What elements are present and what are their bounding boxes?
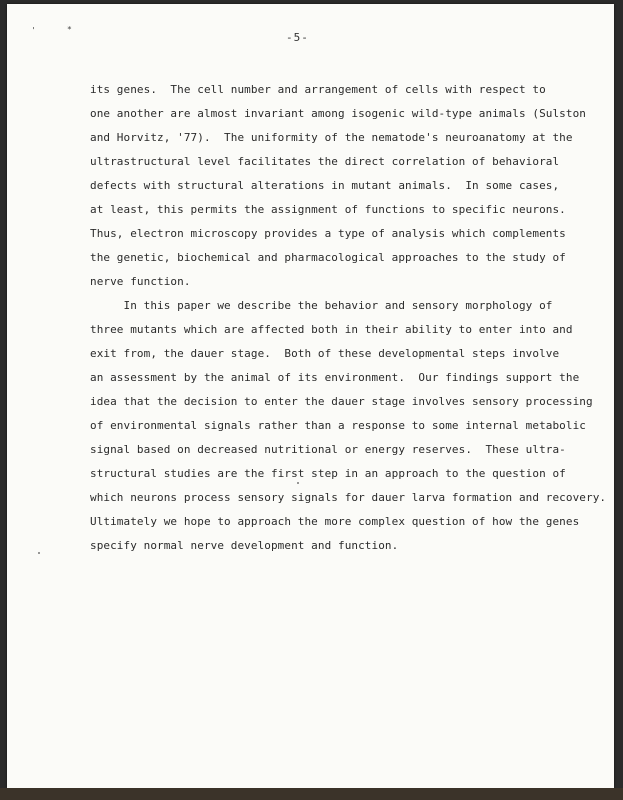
- page-number: -5-: [286, 31, 309, 44]
- text-line: at least, this permits the assignment of functions to specific neurons.: [90, 203, 566, 216]
- stray-mark: [297, 482, 299, 484]
- text-line: exit from, the dauer stage. Both of these developmental steps involve: [90, 347, 560, 360]
- text-line: defects with structural alterations in mutant animals. In some cases,: [90, 179, 560, 192]
- text-line: of environmental signals rather than a response to some internal metabolic: [90, 419, 586, 432]
- text-line: Ultimately we hope to approach the more complex question of how the genes: [90, 515, 580, 528]
- text-line: Thus, electron microscopy provides a type of analysis which complements: [90, 227, 566, 240]
- text-line: idea that the decision to enter the dauer stage involves sensory processing: [90, 395, 593, 408]
- text-line: one another are almost invariant among isogenic wild-type animals (Sulston: [90, 107, 586, 120]
- text-line: which neurons process sensory signals for dauer larva formation and recovery.: [90, 491, 607, 504]
- text-line: the genetic, biochemical and pharmacological approaches to the study of: [90, 251, 566, 264]
- text-line: ultrastructural level facilitates the direct correlation of behavioral: [90, 155, 560, 168]
- text-line: an assessment by the animal of its environment. Our findings support the: [90, 371, 580, 384]
- text-line: In this paper we describe the behavior and sensory morphology of: [90, 299, 553, 312]
- text-line: nerve function.: [90, 275, 191, 288]
- text-line: specify normal nerve development and function.: [90, 539, 399, 552]
- text-line: its genes. The cell number and arrangement of cells with respect to: [90, 83, 546, 96]
- scan-edge: [0, 788, 623, 800]
- corner-mark: ': [31, 26, 36, 35]
- text-line: and Horvitz, '77). The uniformity of the nematode's neuroanatomy at the: [90, 131, 573, 144]
- text-line: structural studies are the first step in an approach to the question of: [90, 467, 566, 480]
- stray-mark: [38, 552, 40, 554]
- text-line: three mutants which are affected both in their ability to enter into and: [90, 323, 573, 336]
- document-page: [7, 4, 614, 788]
- corner-mark: *: [67, 25, 72, 34]
- text-line: signal based on decreased nutritional or energy reserves. These ultra-: [90, 443, 566, 456]
